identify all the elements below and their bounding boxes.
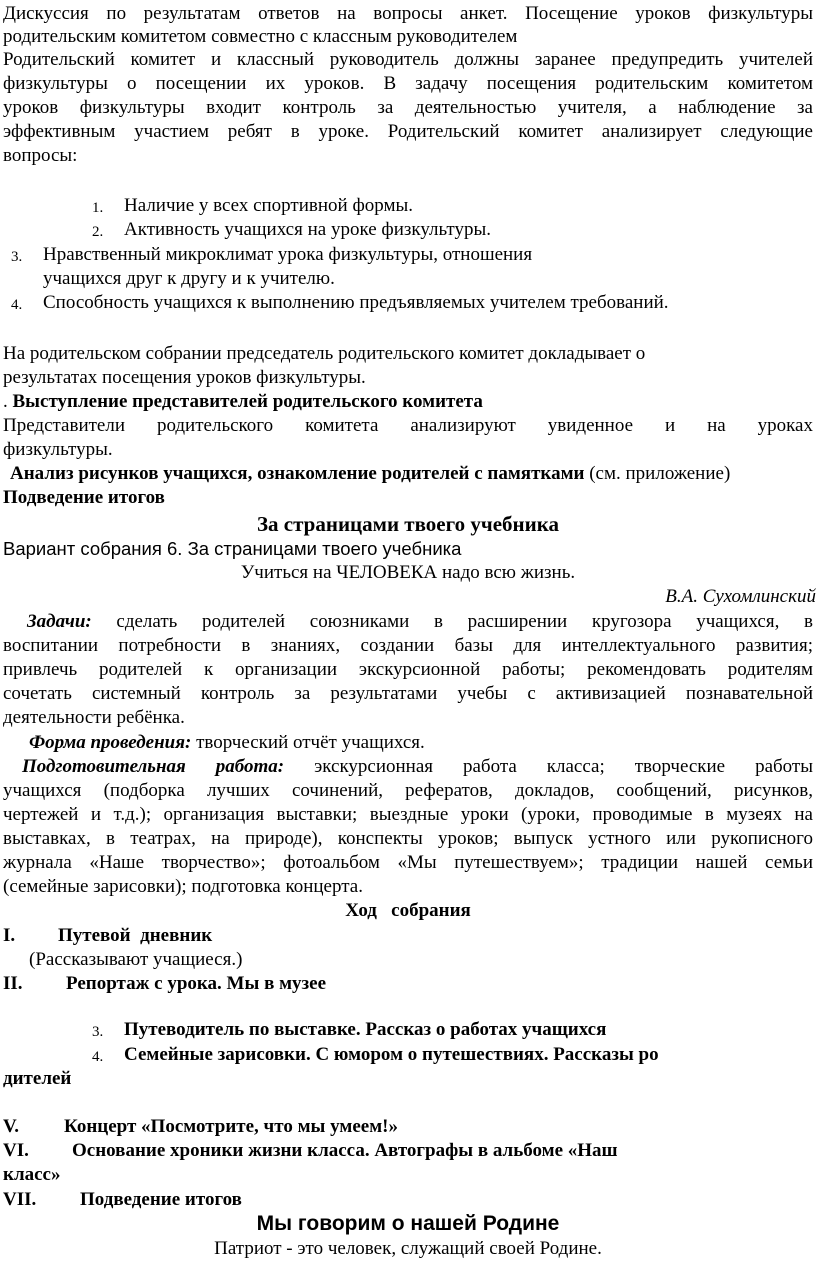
analysis-bold: Анализ рисунков учащихся, ознакомление родителей с памятками [10, 463, 585, 484]
tasks-line-2: воспитании потребности в знаниях, создании базы для интеллектуального развития; [3, 635, 813, 656]
meeting-line-2: результатах посещения уроков физкультуры. [3, 367, 366, 388]
summary-line: Подведение итогов [3, 487, 165, 508]
prep-line-1 [22, 755, 813, 778]
prep-label: Подготовительная работа: [22, 756, 285, 777]
epigraph-author: В.А. Сухомлинский [665, 586, 816, 607]
course-title: Ход собрания [345, 900, 471, 921]
question-number: 4. [11, 297, 23, 313]
tasks-label: Задачи: [27, 611, 92, 632]
prep-line-3: чертежей и т.д.); организация выставки; выездные уроки (уроки, проводимые в музеях на [3, 804, 813, 825]
meeting-line-1: На родительском собрании председатель родительского комитет докладывает о [3, 343, 646, 364]
course-item: Семейные зарисовки. С юмором о путешествиях. Рассказы ро [124, 1044, 659, 1065]
question-text: Активность учащихся на уроке физкультуры. [124, 219, 491, 240]
epigraph: Патриот - это человек, служащий своей Родине. [214, 1238, 602, 1259]
speech-title: Выступление представителей родительского комитета [12, 391, 483, 412]
section-heading: Мы говорим о нашей Родине [256, 1212, 560, 1235]
form-label: Форма проведения: [29, 732, 192, 753]
course-item: Концерт «Посмотрите, что мы умеем!» [64, 1116, 398, 1137]
course-number: 3. [92, 1024, 104, 1040]
course-number: II. [3, 973, 23, 994]
speech-line-1: Представители родительского комитета анализируют увиденное и на уроках [3, 415, 813, 436]
form-text: творческий отчёт учащихся. [196, 732, 425, 753]
form-line [29, 731, 425, 754]
prep-line-4: выставках, в театрах, на природе), конспекты уроков; выпуск устного или рукописного [3, 828, 813, 849]
intro-line-6: эффективным участием ребят в уроке. Родительский комитет анализирует следующие [3, 121, 813, 142]
analysis-line [10, 462, 730, 485]
course-number: V. [3, 1116, 20, 1137]
course-item-continued: класс» [3, 1164, 61, 1185]
course-subnote: (Рассказывают учащиеся.) [29, 949, 243, 970]
prep-line-6: (семейные зарисовки); подготовка концерта. [3, 876, 363, 897]
question-number: 2. [92, 224, 104, 240]
course-item: Репортаж с урока. Мы в музее [66, 973, 327, 994]
speech-heading [3, 390, 483, 413]
course-number: VII. [3, 1189, 37, 1210]
tasks-text: сделать родителей союзниками в расширении кругозора учащихся, в [116, 611, 813, 632]
question-text-continued: учащихся друг к другу и к учителю. [43, 268, 335, 289]
question-number: 3. [11, 249, 23, 265]
prep-line-2: учащихся (подборка лучших сочинений, рефератов, докладов, сообщений, рисунков, [3, 780, 813, 801]
speech-line-2: физкультуры. [3, 439, 113, 460]
tasks-line-3: привлечь родителей к организации экскурсионной работы; рекомендовать родителям [3, 659, 813, 680]
speech-dot: . [3, 391, 8, 412]
course-number: 4. [92, 1049, 104, 1065]
question-number: 1. [92, 200, 104, 216]
tasks-line-4: сочетать системный контроль за результатами учебы с активизацией познавательной [3, 683, 813, 704]
tasks-line-5: деятельности ребёнка. [3, 707, 185, 728]
analysis-rest: (см. приложение) [589, 463, 731, 484]
intro-line-4: физкультуры о посещении их уроков. В задачу посещения родительским комитетом [3, 73, 813, 94]
prep-line-5: журнала «Наше творчество»; фотоальбом «Мы путешествуем»; традиции нашей семьи [3, 852, 813, 873]
course-item-continued: дителей [3, 1068, 72, 1089]
epigraph: Учиться на ЧЕЛОВЕКА надо всю жизнь. [240, 562, 576, 583]
question-text: Способность учащихся к выполнению предъявляемых учителем требований. [43, 292, 669, 313]
section-heading: За страницами твоего учебника [256, 512, 560, 536]
course-item: Подведение итогов [80, 1189, 242, 1210]
course-number: I. [3, 925, 16, 946]
course-item: Путевой дневник [58, 925, 213, 946]
variant-title: Вариант собрания 6. За страницами твоего учебника [3, 538, 462, 559]
course-item: Основание хроники жизни класса. Автографы в альбоме «Наш [72, 1140, 618, 1161]
intro-line-2: родительским комитетом совместно с классным руководителем [3, 26, 518, 47]
intro-line-7: вопросы: [3, 145, 78, 166]
tasks-line-1 [3, 610, 813, 633]
intro-line-3: Родительский комитет и классный руководитель должны заранее предупредить учителей [3, 49, 813, 70]
course-item: Путеводитель по выставке. Рассказ о работах учащихся [124, 1019, 607, 1040]
course-number: VI. [3, 1140, 29, 1161]
question-text: Нравственный микроклимат урока физкультуры, отношения [43, 244, 533, 265]
prep-text: экскурсионная работа класса; творческие работы [314, 756, 814, 777]
intro-line-1: Дискуссия по результатам ответов на вопросы анкет. Посещение уроков физкультуры [3, 3, 813, 24]
intro-line-5: уроков физкультуры входит контроль за деятельностью учителя, а наблюдение за [3, 97, 813, 118]
question-text: Наличие у всех спортивной формы. [124, 195, 414, 216]
